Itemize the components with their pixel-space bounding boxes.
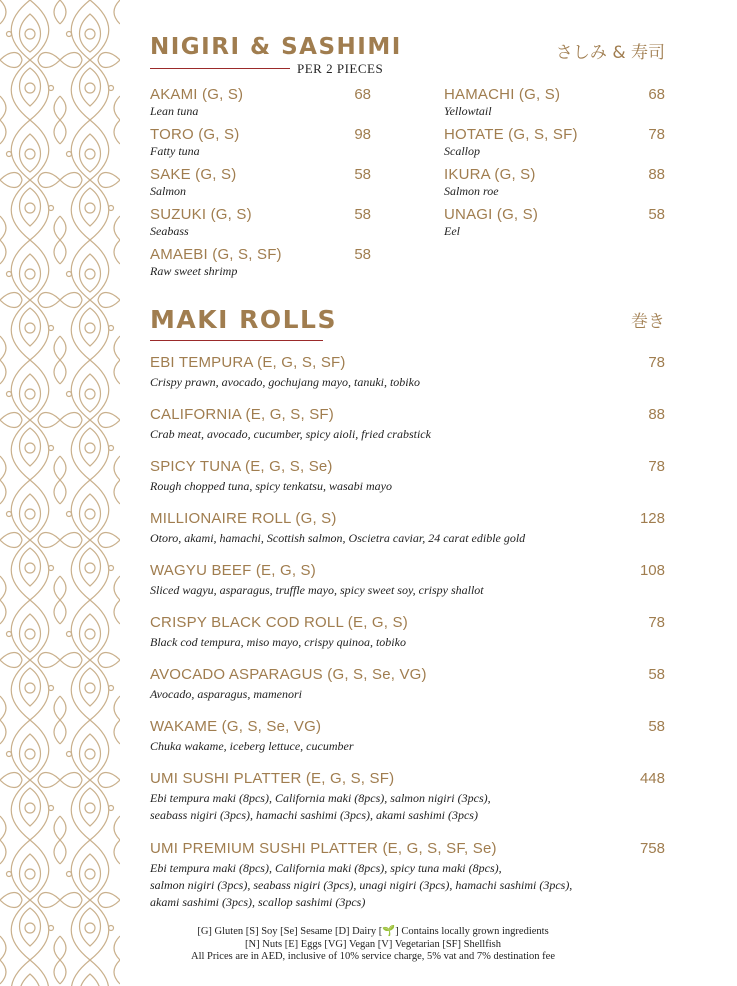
item-price: 78 [648, 458, 665, 475]
maki-item [150, 666, 665, 701]
nigiri-item [444, 166, 665, 198]
nigiri-item [150, 246, 371, 278]
item-description: Otoro, akami, hamachi, Scottish salmon, Oscietra caviar, 24 carat edible gold [150, 531, 526, 545]
item-price: 68 [354, 86, 371, 103]
item-description: Raw sweet shrimp [150, 264, 238, 278]
item-price: 78 [648, 354, 665, 371]
footer-line-3: All Prices are in AED, inclusive of 10% service charge, 5% vat and 7% destination fee [191, 951, 555, 962]
item-description: Salmon roe [444, 184, 499, 198]
item-description: salmon nigiri (3pcs), seabass nigiri (3pcs), unagi nigiri (3pcs), hamachi sashimi (3pcs), [150, 878, 573, 892]
item-name: EBI TEMPURA (E, G, S, SF) [150, 354, 346, 371]
item-name: SUZUKI (G, S) [150, 206, 252, 223]
maki-item [150, 354, 665, 389]
item-price: 58 [354, 206, 371, 223]
item-description: Chuka wakame, iceberg lettuce, cucumber [150, 739, 354, 753]
item-price: 448 [639, 770, 665, 787]
item-price: 58 [648, 206, 665, 223]
item-name: HOTATE (G, S, SF) [444, 126, 578, 143]
item-name: HAMACHI (G, S) [444, 86, 561, 103]
item-price: 78 [648, 126, 665, 143]
nigiri-item [150, 206, 371, 238]
maki-item [150, 614, 665, 649]
item-price: 58 [648, 666, 665, 683]
item-name: WAGYU BEEF (E, G, S) [150, 562, 316, 579]
item-description: Rough chopped tuna, spicy tenkatsu, wasabi mayo [150, 479, 392, 493]
item-description: Ebi tempura maki (8pcs), California maki (8pcs), salmon nigiri (3pcs), [150, 791, 491, 805]
item-price: 68 [648, 86, 665, 103]
item-name: SPICY TUNA (E, G, S, Se) [150, 458, 333, 475]
nigiri-divider [150, 68, 290, 69]
item-price: 58 [354, 246, 371, 263]
item-name: WAKAME (G, S, Se, VG) [150, 718, 322, 735]
maki-item [150, 718, 665, 753]
item-name: UNAGI (G, S) [444, 206, 539, 223]
maki-item [150, 770, 665, 822]
maki-item [150, 562, 665, 597]
maki-item [150, 840, 665, 909]
nigiri-item [444, 86, 665, 118]
allergen-footer [110, 926, 636, 964]
nigiri-japanese-title: さしみ & 寿司 [555, 43, 665, 63]
maki-japanese-title: 巻き [631, 312, 665, 332]
maki-item [150, 458, 665, 493]
item-name: SAKE (G, S) [150, 166, 237, 183]
ornamental-pattern-border [0, 0, 120, 986]
footer-line-1: [G] Gluten [S] Soy [Se] Sesame [D] Dairy [🌱] Contains locally grown ingredients [197, 926, 549, 937]
item-price: 88 [648, 406, 665, 423]
item-description: Lean tuna [150, 104, 199, 118]
item-name: AMAEBI (G, S, SF) [150, 246, 282, 263]
nigiri-item [150, 126, 371, 158]
maki-divider [150, 340, 323, 341]
item-description: Seabass [150, 224, 189, 238]
footer-line-2: [N] Nuts [E] Eggs [VG] Vegan [V] Vegetarian [SF] Shellfish [245, 938, 501, 950]
item-name: UMI SUSHI PLATTER (E, G, S, SF) [150, 770, 395, 787]
item-name: AVOCADO ASPARAGUS (G, S, Se, VG) [150, 666, 427, 683]
nigiri-section-title: NIGIRI & SASHIMI [150, 34, 402, 60]
item-name: AKAMI (G, S) [150, 86, 244, 103]
maki-section-title: MAKI ROLLS [150, 305, 337, 334]
nigiri-item [150, 166, 371, 198]
item-description: Fatty tuna [150, 144, 200, 158]
item-description: Sliced wagyu, asparagus, truffle mayo, spicy sweet soy, crispy shallot [150, 583, 484, 597]
maki-item [150, 510, 665, 545]
item-price: 758 [639, 840, 665, 857]
item-description: seabass nigiri (3pcs), hamachi sashimi (3pcs), akami sashimi (3pcs) [150, 808, 478, 822]
item-name: CRISPY BLACK COD ROLL (E, G, S) [150, 614, 408, 631]
item-description: akami sashimi (3pcs), scallop sashimi (3pcs) [150, 895, 366, 909]
item-price: 88 [648, 166, 665, 183]
item-description: Eel [444, 224, 460, 238]
item-price: 58 [648, 718, 665, 735]
item-name: UMI PREMIUM SUSHI PLATTER (E, G, S, SF, Se) [150, 840, 497, 857]
item-description: Scallop [444, 144, 480, 158]
item-price: 58 [354, 166, 371, 183]
item-description: Avocado, asparagus, mamenori [150, 687, 302, 701]
item-name: IKURA (G, S) [444, 166, 536, 183]
item-name: MILLIONAIRE ROLL (G, S) [150, 510, 337, 527]
item-description: Salmon [150, 184, 186, 198]
maki-item [150, 406, 665, 441]
nigiri-subtitle: PER 2 PIECES [297, 61, 384, 76]
item-price: 98 [354, 126, 371, 143]
item-description: Black cod tempura, miso mayo, crispy quinoa, tobiko [150, 635, 406, 649]
nigiri-item [444, 206, 665, 238]
nigiri-item [150, 86, 371, 118]
item-description: Ebi tempura maki (8pcs), California maki (8pcs), spicy tuna maki (8pcs), [150, 861, 502, 875]
item-price: 108 [639, 562, 665, 579]
item-description: Yellowtail [444, 104, 492, 118]
item-name: TORO (G, S) [150, 126, 240, 143]
item-description: Crispy prawn, avocado, gochujang mayo, tanuki, tobiko [150, 375, 420, 389]
item-price: 78 [648, 614, 665, 631]
item-description: Crab meat, avocado, cucumber, spicy aioli, fried crabstick [150, 427, 431, 441]
nigiri-item [444, 126, 665, 158]
item-price: 128 [639, 510, 665, 527]
item-name: CALIFORNIA (E, G, S, SF) [150, 406, 334, 423]
